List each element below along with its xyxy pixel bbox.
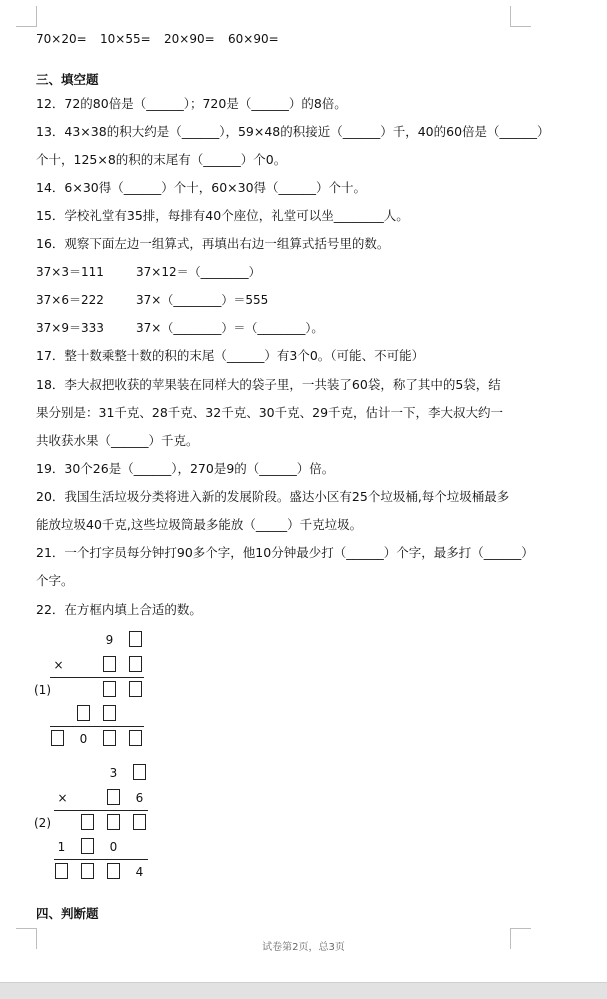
section-heading-fill-in: 三、填空题 [36,72,99,87]
crop-mark-top-left [16,6,37,27]
q16-left-row-3: 37×9＝333 [36,321,104,335]
question-13-line-1: 13．43×38的积大约是（______），59×48的积接近（______）千，40的60倍是（______） [36,124,550,139]
question-19: 19．30个26是（______），270是9的（______）倍。 [36,461,335,476]
answer-box[interactable] [103,656,116,672]
answer-box[interactable] [107,789,120,805]
puzzle-label: (1) [34,683,51,697]
calc-item: 60×90= [228,32,279,46]
answer-box[interactable] [103,730,116,746]
answer-box[interactable] [77,705,90,721]
puzzle-label: (2) [34,816,51,830]
question-12: 12．72的80倍是（______）；720是（______）的8倍。 [36,96,347,111]
question-15: 15．学校礼堂有35排，每排有40个座位，礼堂可以坐________人。 [36,208,409,223]
puzzle-digit: 0 [79,732,88,746]
q16-right-row-3: 37×（________）＝（________）。 [136,321,324,335]
puzzle-digit: 3 [109,766,118,780]
answer-box[interactable] [51,730,64,746]
answer-box[interactable] [103,705,116,721]
calc-item: 10×55= [100,32,151,46]
q16-left-row-1: 37×3＝111 [36,265,104,279]
sum-rule [54,859,148,860]
question-17: 17．整十数乘整十数的积的末尾（______）有3个0。（可能、不可能） [36,348,425,363]
q16-right-row-1: 37×12＝（________） [136,265,261,279]
viewer-bottom-bar [0,982,607,999]
section-heading-true-false: 四、判断题 [36,906,99,921]
question-20-line-1: 20．我国生活垃圾分类将进入新的发展阶段。盛达小区有25个垃圾桶,每个垃圾桶最多 [36,489,510,504]
answer-box[interactable] [81,814,94,830]
product-rule [50,677,144,678]
q16-right-row-2: 37×（________）＝555 [136,293,269,307]
answer-box[interactable] [129,730,142,746]
question-14: 14．6×30得（______）个十，60×30得（______）个十。 [36,180,367,195]
puzzle-digit: 0 [109,840,118,854]
question-22: 22．在方框内填上合适的数。 [36,602,202,617]
question-18-line-3: 共收获水果（______）千克。 [36,433,199,448]
answer-box[interactable] [129,681,142,697]
question-18-line-1: 18．李大叔把收获的苹果装在同样大的袋子里，一共装了60袋，称了其中的5袋，结 [36,377,501,392]
multiply-sign: × [53,658,64,672]
answer-box[interactable] [133,814,146,830]
answer-box[interactable] [129,656,142,672]
question-21-line-1: 21．一个打字员每分钟打90多个字，他10分钟最少打（______）个字，最多打（______） [36,545,534,560]
product-rule [54,810,148,811]
question-16: 16．观察下面左边一组算式，再填出右边一组算式括号里的数。 [36,236,390,251]
multiply-sign: × [57,791,68,805]
answer-box[interactable] [55,863,68,879]
question-20-line-2: 能放垃圾40千克,这些垃圾筒最多能放（_____）千克垃圾。 [36,517,363,532]
answer-box[interactable] [81,863,94,879]
sum-rule [50,726,144,727]
calc-item: 20×90= [164,32,215,46]
answer-box[interactable] [107,863,120,879]
question-13-line-2: 个十，125×8的积的末尾有（______）个0。 [36,152,287,167]
puzzle-digit: 1 [57,840,66,854]
puzzle-digit: 9 [105,633,114,647]
calc-item: 70×20= [36,32,87,46]
question-18-line-2: 果分别是：31千克、28千克、32千克、30千克、29千克，估计一下，李大叔大约一 [36,405,504,420]
puzzle-digit: 6 [135,791,144,805]
answer-box[interactable] [81,838,94,854]
page-footer: 试卷第2页，总3页 [262,942,345,953]
crop-mark-top-right [510,6,531,27]
answer-box[interactable] [129,631,142,647]
answer-box[interactable] [107,814,120,830]
q16-left-row-2: 37×6＝222 [36,293,104,307]
answer-box[interactable] [103,681,116,697]
answer-box[interactable] [133,764,146,780]
puzzle-digit: 4 [135,865,144,879]
question-21-line-2: 个字。 [36,573,74,588]
